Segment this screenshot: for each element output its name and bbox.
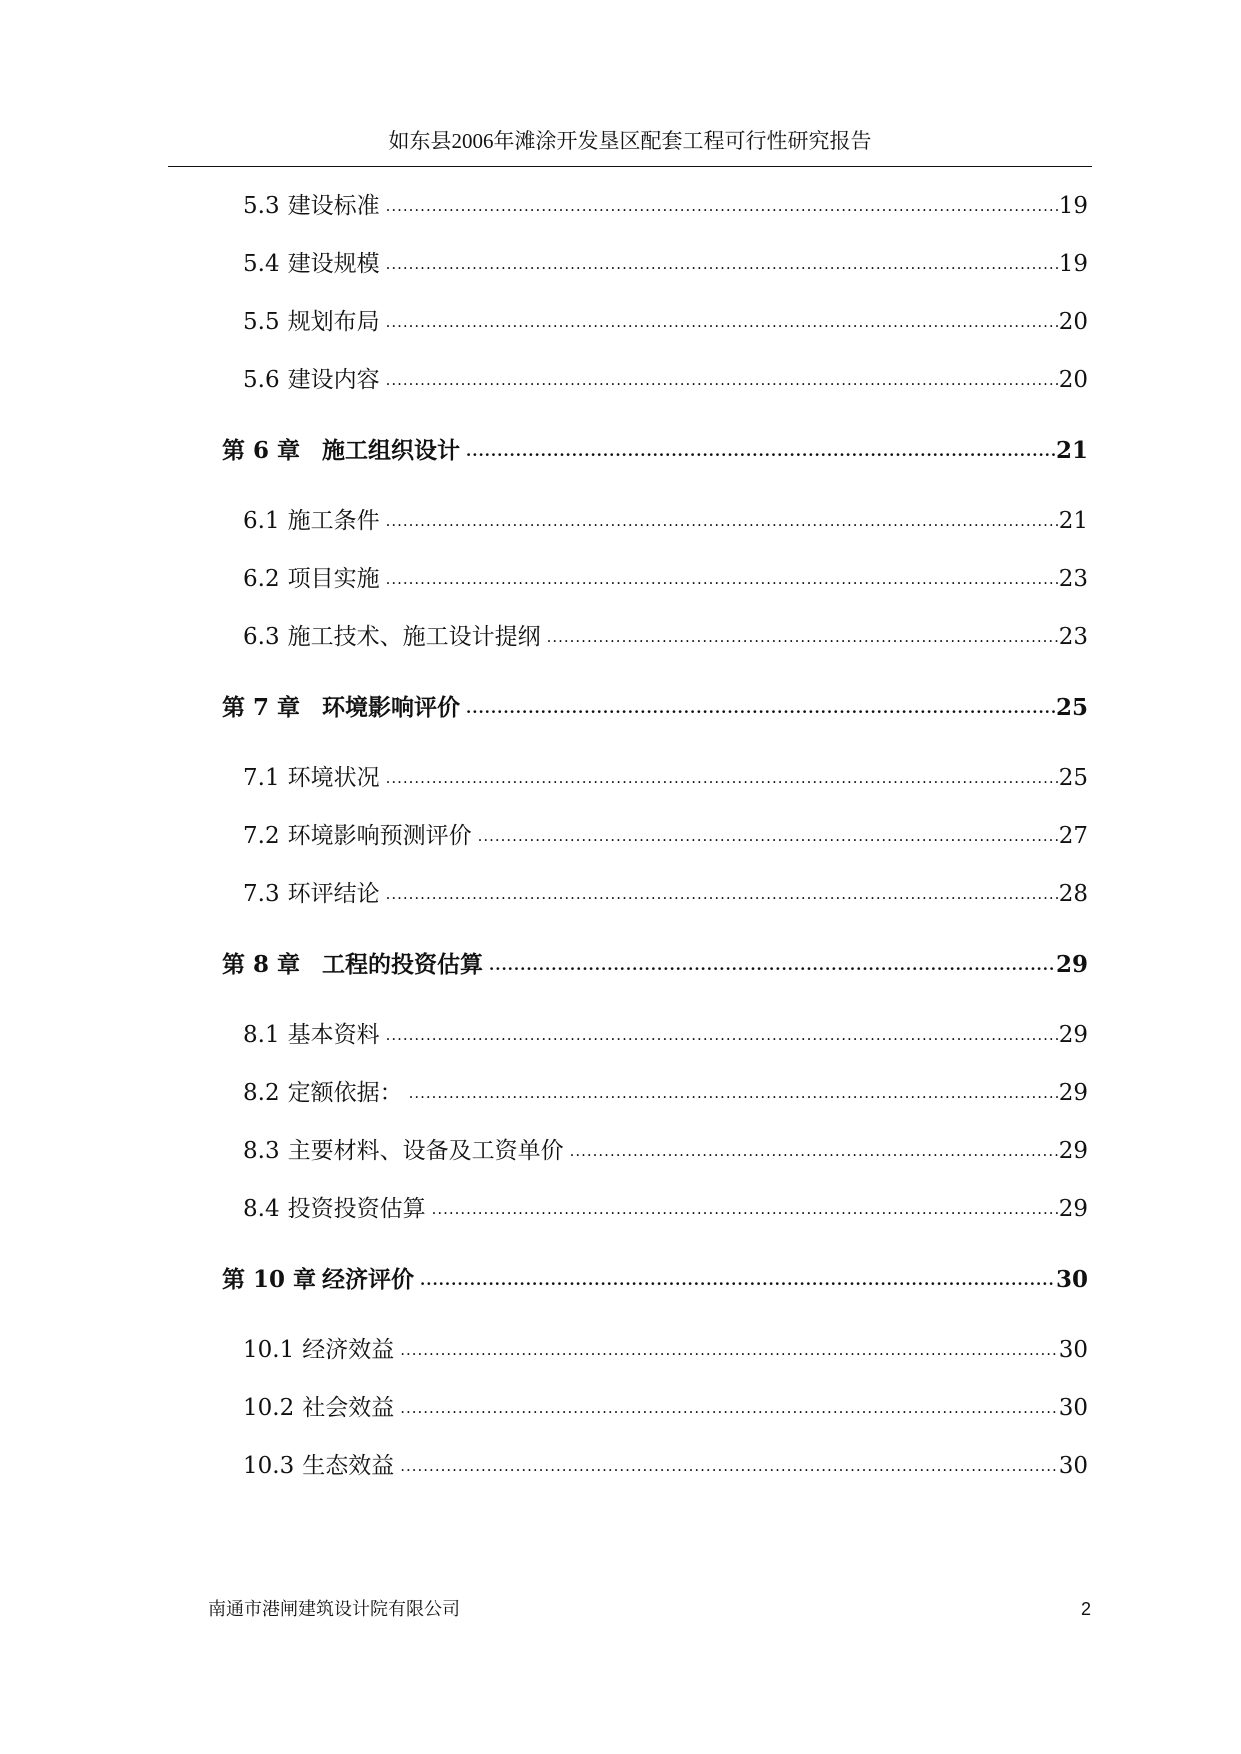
toc-entry-6-2[interactable] (243, 563, 1088, 595)
toc-dot-leader (466, 435, 1055, 467)
toc-entry-8-1[interactable] (243, 1019, 1088, 1051)
toc-entry-title: 投资投资估算 (287, 1196, 426, 1222)
toc-entry-page: 29 (1058, 1138, 1088, 1164)
toc-entry-page: 20 (1058, 309, 1088, 335)
toc-entry-6-3[interactable] (243, 621, 1088, 653)
toc-entry-page: 29 (1058, 1022, 1088, 1048)
toc-entry-10-1[interactable] (243, 1334, 1088, 1366)
toc-entry-chapter-8[interactable] (222, 949, 1088, 981)
toc-entry-6-1[interactable] (243, 505, 1088, 537)
toc-entry-7-3[interactable] (243, 878, 1088, 910)
toc-entry-page: 28 (1058, 881, 1088, 907)
toc-entry-page: 30 (1055, 1266, 1088, 1293)
toc-dot-leader (400, 1334, 1058, 1366)
toc-entry-title: 基本资料 (287, 1022, 380, 1048)
toc-entry-number: 8.3 (243, 1138, 280, 1164)
toc-entry-8-4[interactable] (243, 1193, 1088, 1225)
toc-entry-number: 10.3 (243, 1453, 295, 1479)
toc-entry-page: 20 (1058, 367, 1088, 393)
toc-entry-8-2[interactable] (243, 1077, 1088, 1109)
toc-dot-leader (478, 820, 1058, 852)
toc-entry-number: 6.3 (243, 624, 280, 650)
toc-dot-leader (409, 1077, 1058, 1109)
toc-entry-number: 10.2 (243, 1395, 295, 1421)
toc-entry-chapter-6[interactable] (222, 435, 1088, 467)
toc-dot-leader (386, 364, 1058, 396)
toc-entry-number: 10.1 (243, 1337, 295, 1363)
toc-dot-leader (547, 621, 1058, 653)
toc-entry-title: 规划布局 (287, 309, 380, 335)
toc-entry-10-2[interactable] (243, 1392, 1088, 1424)
toc-entry-page: 23 (1058, 566, 1088, 592)
toc-dot-leader (386, 1019, 1058, 1051)
toc-entry-number: 5.6 (243, 367, 280, 393)
toc-entry-7-1[interactable] (243, 762, 1088, 794)
toc-entry-number: 7.2 (243, 823, 280, 849)
toc-chapter-title: 环境影响评价 (322, 694, 460, 721)
toc-dot-leader (400, 1392, 1058, 1424)
toc-entry-page: 23 (1058, 624, 1088, 650)
toc-entry-number: 5.4 (243, 251, 280, 277)
toc-chapter-title: 工程的投资估算 (322, 951, 483, 978)
toc-chapter-title: 施工组织设计 (322, 437, 460, 464)
toc-entry-page: 19 (1058, 193, 1088, 219)
toc-entry-number: 6.1 (243, 508, 280, 534)
toc-entry-5-3[interactable] (243, 190, 1088, 222)
toc-dot-leader (400, 1450, 1058, 1482)
toc-dot-leader (570, 1135, 1058, 1167)
toc-entry-5-6[interactable] (243, 364, 1088, 396)
toc-entry-chapter-7[interactable] (222, 692, 1088, 724)
toc-entry-10-3[interactable] (243, 1450, 1088, 1482)
toc-entry-title: 施工条件 (287, 508, 380, 534)
toc-entry-page: 30 (1058, 1337, 1088, 1363)
toc-entry-title: 建设内容 (287, 367, 380, 393)
toc-entry-page: 21 (1055, 437, 1088, 464)
toc-entry-number: 6.2 (243, 566, 280, 592)
toc-entry-7-2[interactable] (243, 820, 1088, 852)
toc-entry-number: 5.3 (243, 193, 280, 219)
toc-entry-number: 7.3 (243, 881, 280, 907)
toc-entry-chapter-10[interactable] (222, 1264, 1088, 1296)
footer-page-number: 2 (1080, 1599, 1091, 1619)
toc-dot-leader (386, 878, 1058, 910)
toc-entry-title: 社会效益 (302, 1395, 395, 1421)
toc-entry-page: 30 (1058, 1395, 1088, 1421)
toc-entry-number: 8.1 (243, 1022, 280, 1048)
toc-entry-title: 生态效益 (302, 1453, 395, 1479)
toc-entry-title: 主要材料、设备及工资单价 (287, 1138, 564, 1164)
toc-entry-title: 环评结论 (287, 881, 380, 907)
toc-entry-title: 环境影响预测评价 (287, 823, 472, 849)
toc-entry-5-4[interactable] (243, 248, 1088, 280)
toc-entry-title: 环境状况 (287, 765, 380, 791)
toc-entry-page: 29 (1055, 951, 1088, 978)
toc-entry-number: 5.5 (243, 309, 280, 335)
toc-entry-title: 施工技术、施工设计提纲 (287, 624, 541, 650)
toc-entry-page: 21 (1058, 508, 1088, 534)
toc-dot-leader (489, 949, 1055, 981)
toc-entry-page: 19 (1058, 251, 1088, 277)
toc-entry-title: 建设标准 (287, 193, 380, 219)
toc-dot-leader (386, 762, 1058, 794)
toc-entry-page: 25 (1058, 765, 1088, 791)
toc-chapter-number: 第 10 章 (222, 1266, 317, 1293)
toc-dot-leader (420, 1264, 1055, 1296)
toc-entry-5-5[interactable] (243, 306, 1088, 338)
toc-entry-number: 8.2 (243, 1080, 280, 1106)
toc-dot-leader (386, 306, 1058, 338)
toc-entry-page: 27 (1058, 823, 1088, 849)
toc-dot-leader (386, 190, 1058, 222)
toc-dot-leader (466, 692, 1055, 724)
footer-company-name: 南通市港闸建筑设计院有限公司 (208, 1599, 460, 1619)
toc-entry-page: 29 (1058, 1080, 1088, 1106)
toc-entry-title: 定额依据： (287, 1080, 403, 1106)
toc-dot-leader (386, 505, 1058, 537)
toc-entry-number: 8.4 (243, 1196, 280, 1222)
toc-entry-title: 项目实施 (287, 566, 380, 592)
toc-dot-leader (386, 563, 1058, 595)
toc-chapter-number: 第 7 章 (222, 694, 301, 721)
toc-entry-page: 30 (1058, 1453, 1088, 1479)
toc-entry-8-3[interactable] (243, 1135, 1088, 1167)
page-header-title: 如东县2006年滩涂开发垦区配套工程可行性研究报告 (388, 129, 872, 153)
toc-chapter-number: 第 8 章 (222, 951, 301, 978)
toc-entry-title: 经济效益 (302, 1337, 395, 1363)
toc-entry-title: 建设规模 (287, 251, 380, 277)
toc-entry-number: 7.1 (243, 765, 280, 791)
toc-entry-page: 25 (1055, 694, 1088, 721)
toc-chapter-number: 第 6 章 (222, 437, 301, 464)
toc-chapter-title: 经济评价 (322, 1266, 414, 1293)
toc-dot-leader (432, 1193, 1058, 1225)
toc-entry-page: 29 (1058, 1196, 1088, 1222)
toc-dot-leader (386, 248, 1058, 280)
